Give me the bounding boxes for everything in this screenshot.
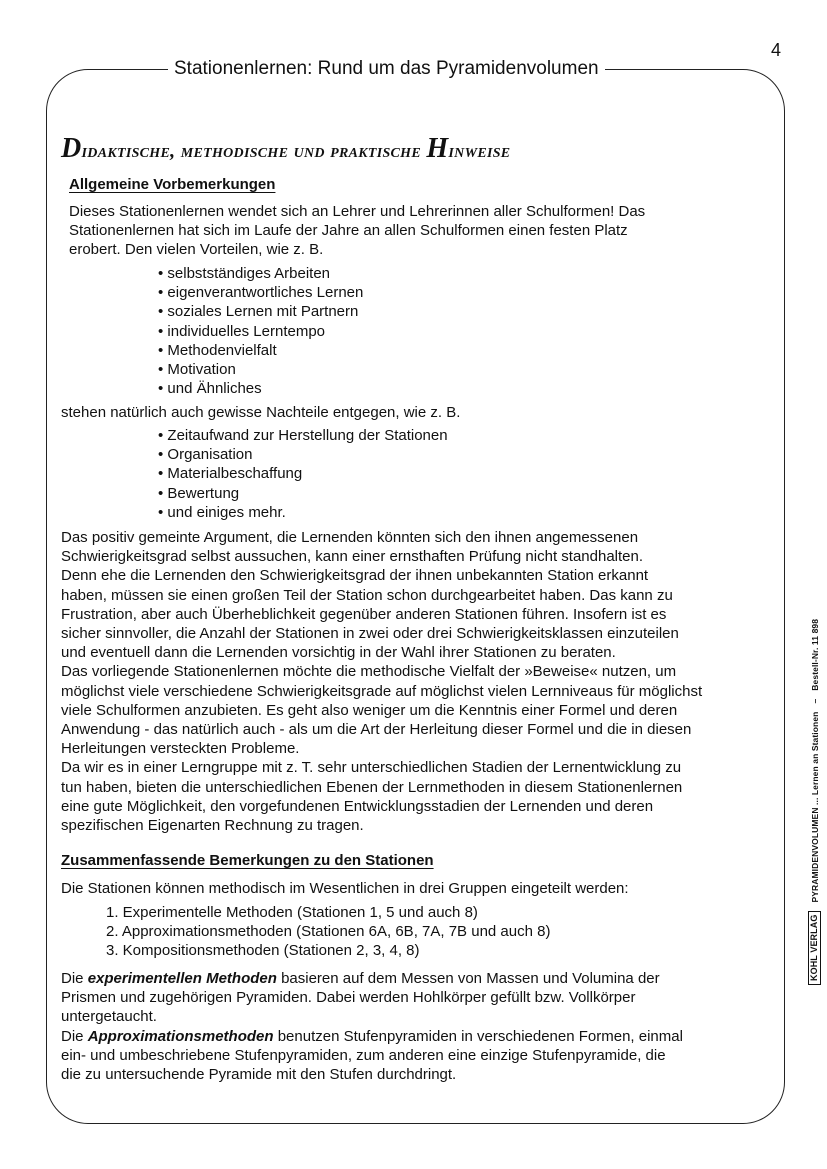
text: Die (61, 1028, 88, 1045)
list-item: • Methodenvielfalt (158, 341, 277, 359)
paragraph-body: Das positiv gemeinte Argument, die Lernenden könnten sich den ihnen angemessenen Schwierigkeitsgrad selbst aussuchen, kann einer ernsthaften Prüfung nicht standhalten. Denn ehe die Lernenden den Schwierigkeitsgrad der ihnen unbekannten Station erkannt haben, müssen sie einen großen Teil der Station schon durchgearbeitet haben. Das kann zu Frustration, aber auch Überheblichkeit gegenüber anderen Stationen führen. Insofern ist es sicher sinnvoller, die Anzahl der Stationen in zwei oder drei Schwierigkeitsklassen einzuteilen und eventuell dann die Lernenden vorsichtig in der Wahl ihrer Stationen zu beraten. Das vorliegende Stationenlernen möchte die methodische Vielfalt der »Beweise« nutzen, um möglichst viele verschiedene Schwierigkeitsgrade auf möglichst vielen Lernniveaus für möglichst viele Schulformen anzubieten. Es geht also weniger um die Kenntnis einer Formel und deren Anwendung - das natürlich auch - als um die Art der Herleitung dieser Formel und die in diesen Herleitungen versteckten Probleme. Da wir es in einer Lerngruppe mit z. T. sehr unterschiedlichen Stadien der Lernentwicklung zu tun haben, bieten die unterschiedlichen Ebenen der Lernmethoden in diesem Stationenlernen eine gute Möglichkeit, den vorgefundenen Entwicklungsstadien der Lernenden und deren spezifischen Eigenarten Rechnung zu tragen. (61, 529, 703, 835)
publisher-sidebar (808, 619, 821, 985)
list-item: 3. Kompositionsmethoden (Stationen 2, 3, 4, 8) (106, 942, 420, 960)
heading-text: idaktische, methodische und praktische (81, 140, 427, 162)
list-item: • soziales Lernen mit Partnern (158, 303, 359, 321)
list-item: • selbstständiges Arbeiten (158, 265, 331, 282)
page-number: 4 (771, 40, 782, 60)
paragraph-transition: stehen natürlich auch gewisse Nachteile entgegen, wie z. B. (61, 404, 461, 421)
section-heading (61, 134, 761, 166)
heading-text: inweise (448, 140, 511, 162)
paragraph-groups-intro: Die Stationen können methodisch im Wesentlichen in drei Gruppen eingeteilt werden: (61, 880, 629, 897)
subheading-station-summary: Zusammenfassende Bemerkungen zu den Stationen (61, 852, 434, 869)
list-item: • eigenverantwortliches Lernen (158, 284, 364, 302)
list-item: 2. Approximationsmethoden (Stationen 6A, 6B, 7A, 7B und auch 8) (106, 923, 551, 941)
list-item: • Zeitaufwand zur Herstellung der Stationen (158, 427, 448, 444)
list-item: • Organisation (158, 446, 253, 464)
subheading-general-remarks: Allgemeine Vorbemerkungen (69, 176, 276, 193)
list-item: • und Ähnliches (158, 380, 262, 398)
list-item: • und einiges mehr. (158, 503, 286, 521)
order-number: Bestell-Nr. 11 898 (809, 618, 820, 691)
text: benutzen Stufenpyramiden in verschiedenen Formen, einmal ein- und umbeschriebene Stufenpyramiden, zum anderen eine einzige Stufenpyramide, die die zu untersuchende Pyramide mit den Stufen durchdringt. (61, 1028, 683, 1084)
paragraph-approximation-methods (61, 1027, 776, 1085)
separator: – (809, 698, 820, 704)
method-groups-list (106, 903, 550, 961)
list-item: • Materialbeschaffung (158, 465, 303, 483)
advantages-list (158, 264, 363, 398)
list-item: • Bewertung (158, 484, 240, 502)
text: basieren auf dem Messen von Massen und Volumina der Prismen und zugehörigen Pyramiden. Dabei werden Hohlkörper gefüllt bzw. Vollkörper untergetaucht. (61, 970, 660, 1026)
heading-initial: D (61, 133, 82, 164)
term-approximation-methods: Approximationsmethoden (87, 1028, 274, 1045)
header-title: Stationenlernen: Rund um das Pyramidenvolumen (168, 56, 605, 82)
list-item: • individuelles Lerntempo (158, 322, 326, 340)
paragraph-experimental-methods (61, 969, 776, 1027)
disadvantages-list (158, 426, 448, 522)
list-item: 1. Experimentelle Methoden (Stationen 1, 5 und auch 8) (106, 904, 478, 921)
term-experimental-methods: experimentellen Methoden (87, 970, 277, 987)
list-item: • Motivation (158, 361, 236, 379)
paragraph-intro: Dieses Stationenlernen wendet sich an Lehrer und Lehrerinnen aller Schulformen! Das Stationenlernen hat sich im Laufe der Jahre an allen Schulformen einen festen Platz erobert. Den vielen Vorteilen, wie z. B. (69, 203, 646, 259)
product-title: PYRAMIDENVOLUMEN ... Lernen an Stationen (809, 711, 820, 903)
publisher-logo: KOHL VERLAG (808, 911, 821, 985)
heading-initial: H (426, 133, 449, 164)
text: Die (61, 970, 88, 987)
